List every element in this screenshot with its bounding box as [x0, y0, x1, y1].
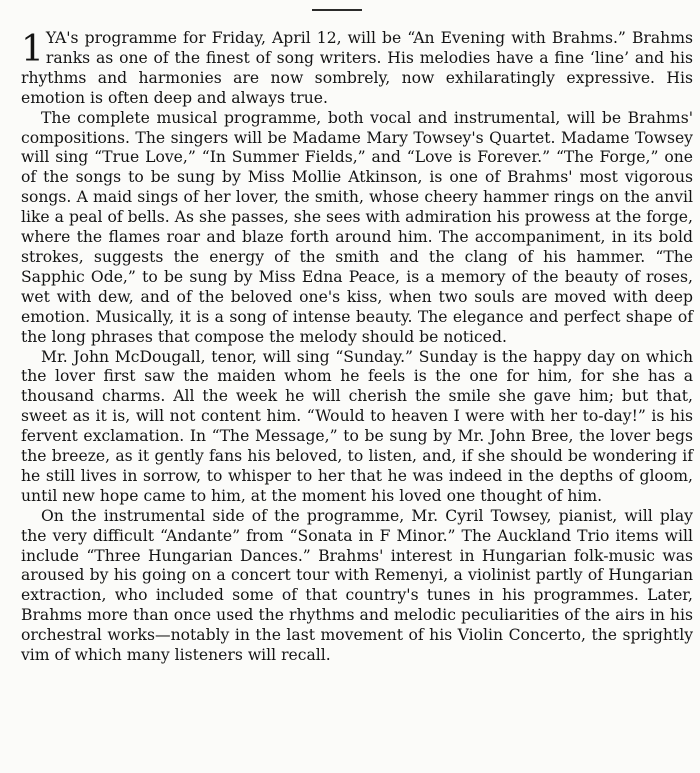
article-body — [21, 29, 693, 666]
paragraph-1-text: YA's programme for Friday, April 12, will be “An Evening with Brahms.” Brahms ranks as one of the finest of song writers. His melodies have a fine ‘line’ and his rhythms and harmonies are now sombrely, now exhilaratingly expressive. His emotion is often deep and always true. — [21, 29, 693, 107]
top-rule — [312, 9, 362, 11]
paragraph-4: On the instrumental side of the programme, Mr. Cyril Towsey, pianist, will play the very difficult “Andante” from “Sonata in F Minor.” The Auckland Trio items will include “Three Hungarian Dances.” Brahms' interest in Hungarian folk-music was aroused by his going on a concert tour with Remenyi, a violinist partly of Hungarian extraction, who included some of that country's tunes in his programmes. Later, Brahms more than once used the rhythms and melodic peculiarities of the airs in his orchestral works—notably in the last movement of his Violin Concerto, the sprightly vim of which many listeners will recall. — [21, 506, 693, 665]
drop-cap: 1 — [21, 29, 44, 70]
paragraph-2: The complete musical programme, both vocal and instrumental, will be Brahms' compositions. The singers will be Madame Mary Towsey's Quartet. Madame Towsey will sing “True Love,” “In Summer Fields,” and “Love is Forever.” “The Forge,” one of the songs to be sung by Miss Mollie Atkinson, is one of Brahms' most vigorous songs. A maid sings of her lover, the smith, whose cheery hammer rings on the anvil like a peal of bells. As she passes, she sees with admiration his prowess at the forge, where the flames roar and blaze forth around him. The accompaniment, in its bold strokes, suggests the energy of the smith and the clang of his hammer. “The Sapphic Ode,” to be sung by Miss Edna Peace, is a memory of the beauty of roses, wet with dew, and of the beloved one's kiss, when two souls are moved with deep emotion. Musically, it is a song of intense beauty. The elegance and perfect shape of the long phrases that compose the melody should be noticed. — [21, 108, 693, 346]
paragraph-1 — [21, 29, 693, 109]
paragraph-3: Mr. John McDougall, tenor, will sing “Sunday.” Sunday is the happy day on which the lover first saw the maiden whom he feels is the one for him, for she has a thousand charms. All the week he will cherish the smile she gave him; but that, sweet as it is, will not content him. “Would to heaven I were with her to-day!” is his fervent exclamation. In “The Message,” to be sung by Mr. John Bree, the lover begs the breeze, as it gently fans his beloved, to listen, and, if she should be wondering if he still lives in sorrow, to whisper to her that he was indeed in the depths of gloom, until new hope came to him, at the moment his loved one thought of him. — [21, 347, 693, 505]
